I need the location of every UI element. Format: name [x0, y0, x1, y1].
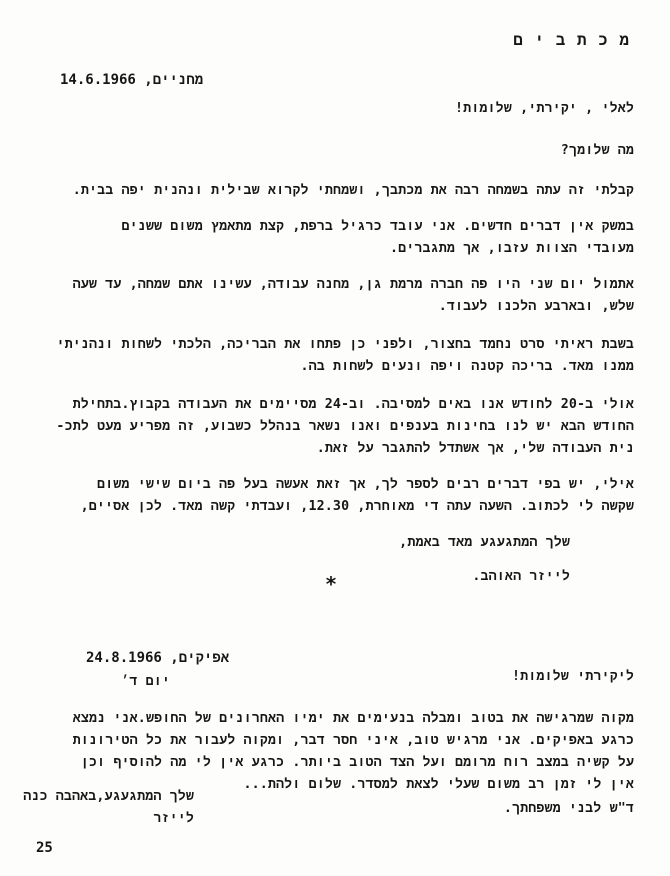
letter1-salutation: לאלי , יקירתי, שלומות!: [454, 101, 634, 116]
letter1-line: אתמול יום שני היו פה חברה מרמת גן, מחנה עבודה, עשינו אתם שמחה, עד שעה: [72, 277, 634, 292]
letter1-line: אילי, יש בפי דברים רבים לספר לך, אך זאת אעשה בעל פה ביום שישי משום: [97, 477, 634, 492]
letter2-weekday: יום ד׳: [121, 674, 170, 689]
section-separator: *: [325, 572, 338, 596]
letter2-line: על קשיה במצב רוח מרומם ועל הצד הטוב ביותר. כרגע אין לי מה להוסיף וכן: [80, 755, 634, 770]
letter1-line: קבלתי זה עתה בשמחה רבה את מכתבך, ושמחתי לקרוא שבילית ונהנית יפה בבית.: [72, 183, 634, 198]
letter2-salutation: ליקירתי שלומות!: [512, 669, 634, 684]
letter1-line: במשק אין דברים חדשים. אני עובד כרגיל ברפת, קצת מתאמץ משום ששנים: [121, 219, 634, 234]
letter2-line: מקוה שמרגישה את בטוב ומבלה בנעימים את ימיו האחרונים של החופש.אני נמצא: [72, 711, 634, 726]
page-heading: מ כ ת ב י ם: [513, 30, 630, 49]
letter2-line: אין לי זמן רב משום שעלי לצאת למסדר. שלום ולהת...: [243, 777, 634, 792]
letter1-line: אולי ב-20 לחודש אנו באים למסיבה. וב-24 מסיימים את העבודה בקבוץ.בתחילת: [72, 397, 634, 412]
letter2-signature: לייזר: [153, 811, 194, 826]
letter2-line: כרגע באפיקים. אני מרגיש טוב, איני חסר דבר, ומקוה לעבור את כל הטירונות: [72, 733, 634, 748]
page-number: 25: [36, 840, 53, 856]
letter1-line: שלש, ובארבע הלכנו לעבוד.: [438, 299, 634, 314]
letter1-closing: שלך המתגעגע מאד באמת,: [399, 535, 570, 550]
letter1-line: ממנו מאד. בריכה קטנה ויפה ונעים לשחות בה.: [300, 359, 634, 374]
letter1-greeting: מה שלומך?: [560, 143, 634, 158]
letter1-line: החודש הבא יש לנו בחינות בענפים ואנו נשאר בנהלל כשבוע, זה מפריע מעט לתכ-: [56, 419, 634, 434]
letter2-postscript: ד"ש לבני משפחתך.: [503, 801, 634, 816]
letter1-line: שקשה לי לכתוב. השעה עתה די מאוחרת, 12.30, ועבדתי קשה מאד. לכן אסיים,: [80, 499, 634, 514]
letter1-line: בשבת ראיתי סרט נחמד בחצור, ולפני כן פתחו את הבריכה, הלכתי לשחות ונהניתי: [56, 337, 634, 352]
letter2-closing: שלך המתגעגע,באהבה כנה: [23, 789, 194, 804]
letter1-line: מעובדי הצוות עזבו, אך מתגברים.: [389, 241, 634, 256]
letter1-signature: לייזר האוהב.: [472, 569, 570, 584]
letter1-line: נית העבודה שלי, אך אשתדל להתגבר על זאת.: [316, 441, 634, 456]
letter1-dateline: מחניים, 14.6.1966: [60, 72, 204, 88]
letter2-dateline: אפיקים, 24.8.1966: [86, 650, 230, 666]
